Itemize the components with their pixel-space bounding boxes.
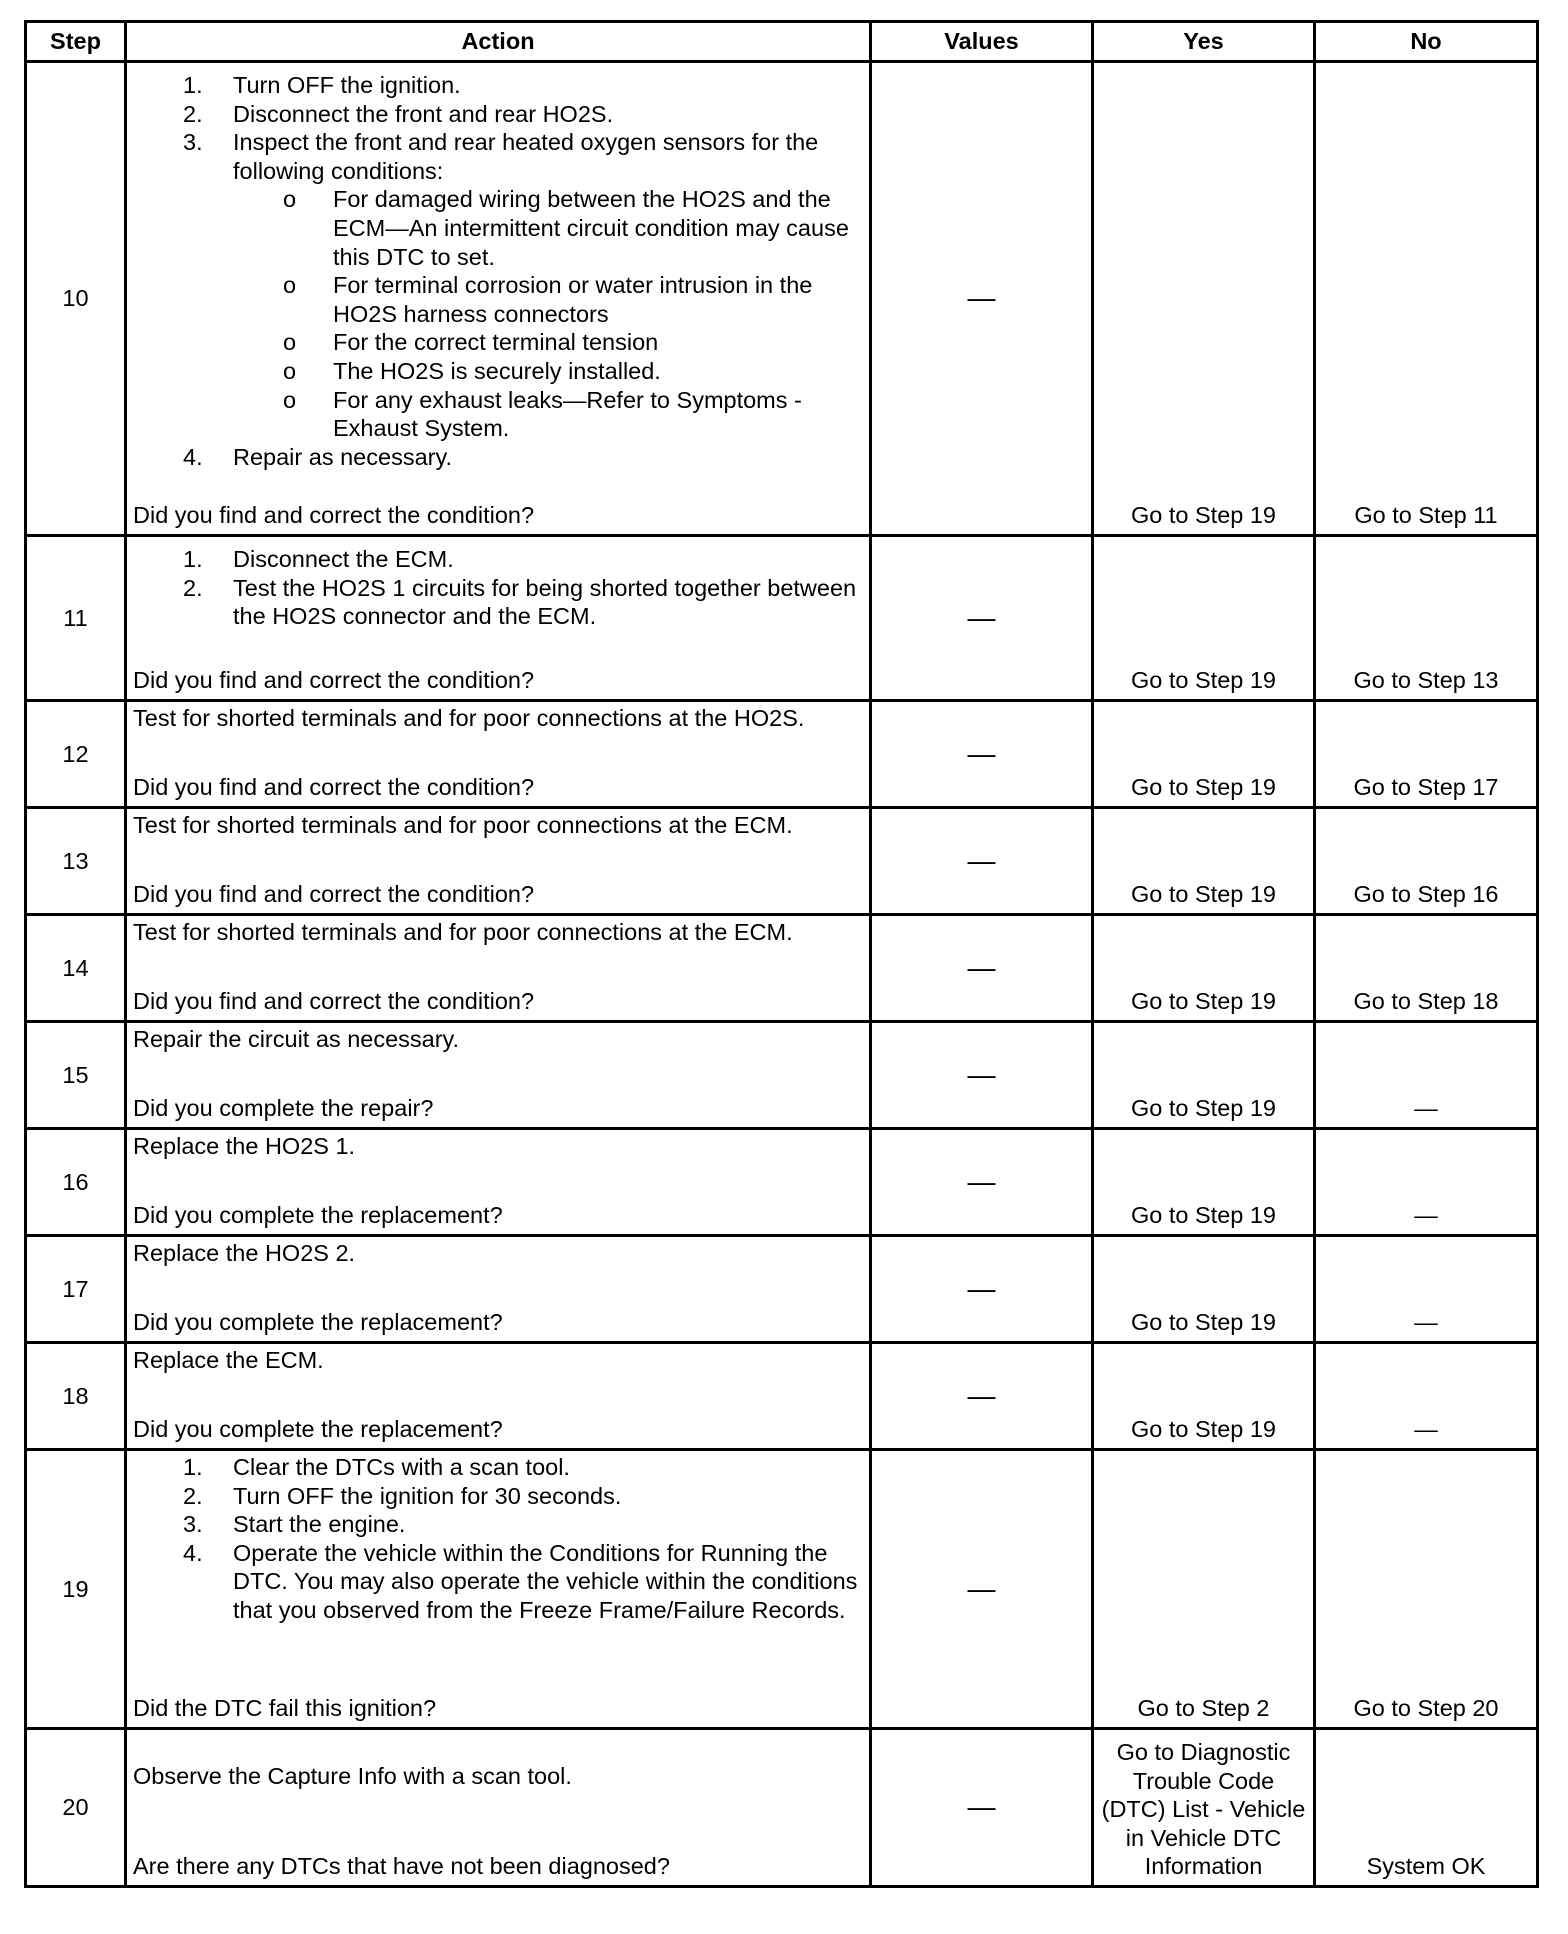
table-row bbox=[26, 1343, 1538, 1450]
table-row bbox=[26, 1729, 1538, 1887]
instruction-text: Turn OFF the ignition. bbox=[233, 72, 461, 98]
header-action: Action bbox=[126, 22, 871, 62]
instruction-item bbox=[183, 443, 863, 472]
table-row bbox=[26, 1129, 1538, 1236]
instruction-text: Inspect the front and rear heated oxygen sensors for the following conditions: bbox=[233, 129, 819, 184]
values-cell: — bbox=[871, 1729, 1093, 1887]
instruction-item bbox=[183, 100, 863, 129]
values-cell: — bbox=[871, 1450, 1093, 1729]
action-content bbox=[133, 1732, 863, 1881]
action-instructions bbox=[133, 1453, 863, 1625]
action-question: Did you complete the replacement? bbox=[133, 1309, 503, 1336]
yes-cell: Go to Step 19 bbox=[1093, 1236, 1315, 1343]
table-row bbox=[26, 701, 1538, 808]
action-text: Replace the HO2S 1. bbox=[133, 1133, 356, 1159]
step-number: 14 bbox=[26, 915, 126, 1022]
condition-text: The HO2S is securely installed. bbox=[333, 357, 661, 384]
table-row bbox=[26, 1236, 1538, 1343]
bullet-icon: o bbox=[283, 329, 297, 356]
values-cell: — bbox=[871, 1022, 1093, 1129]
yes-cell: Go to Step 19 bbox=[1093, 1129, 1315, 1236]
step-number: 13 bbox=[26, 808, 126, 915]
instruction-number: 1. bbox=[183, 1454, 203, 1480]
instruction-text: Start the engine. bbox=[233, 1511, 406, 1538]
action-instructions bbox=[133, 811, 863, 840]
action-instructions bbox=[133, 1132, 863, 1161]
action-text: Test for shorted terminals and for poor connections at the ECM. bbox=[133, 919, 793, 945]
action-cell bbox=[126, 1343, 871, 1450]
instruction-text: Operate the vehicle within the Conditions for Running the DTC. You may also operate the vehicle within the conditions that you observed from the Freeze Frame/Failure Records. bbox=[233, 1539, 858, 1623]
action-content bbox=[133, 65, 863, 530]
values-cell: — bbox=[871, 701, 1093, 808]
instruction-text: Repair as necessary. bbox=[233, 443, 452, 470]
condition-text: For the correct terminal tension bbox=[333, 329, 659, 356]
action-instructions bbox=[133, 1732, 863, 1791]
instruction-item bbox=[183, 128, 863, 443]
header-no: No bbox=[1315, 22, 1538, 62]
no-cell: Go to Step 20 bbox=[1315, 1450, 1538, 1729]
table-row bbox=[26, 536, 1538, 701]
yes-cell: Go to Step 19 bbox=[1093, 1022, 1315, 1129]
action-cell bbox=[126, 1022, 871, 1129]
condition-item bbox=[283, 328, 863, 357]
action-instructions bbox=[133, 539, 863, 631]
step-number: 18 bbox=[26, 1343, 126, 1450]
instruction-number: 2. bbox=[183, 100, 203, 127]
action-text: Test for shorted terminals and for poor connections at the HO2S. bbox=[133, 705, 805, 731]
action-content bbox=[133, 539, 863, 695]
action-text: Test for shorted terminals and for poor connections at the ECM. bbox=[133, 812, 793, 838]
action-text: Replace the ECM. bbox=[133, 1347, 324, 1373]
action-question: Did you find and correct the condition? bbox=[133, 881, 535, 908]
action-question: Are there any DTCs that have not been diagnosed? bbox=[133, 1853, 670, 1880]
instruction-text: Test the HO2S 1 circuits for being shorted together between the HO2S connector and the ECM. bbox=[233, 574, 857, 630]
no-cell: Go to Step 11 bbox=[1315, 62, 1538, 536]
header-row bbox=[26, 22, 1538, 62]
instruction-item bbox=[183, 545, 863, 574]
action-cell bbox=[126, 915, 871, 1022]
action-content bbox=[133, 1025, 863, 1123]
table-row bbox=[26, 62, 1538, 536]
instruction-number: 3. bbox=[183, 129, 203, 156]
action-content bbox=[133, 918, 863, 1016]
action-content bbox=[133, 1132, 863, 1230]
step-number: 11 bbox=[26, 536, 126, 701]
yes-cell: Go to Step 19 bbox=[1093, 62, 1315, 536]
no-cell: System OK bbox=[1315, 1729, 1538, 1887]
instruction-text: Disconnect the front and rear HO2S. bbox=[233, 100, 614, 127]
instruction-number: 1. bbox=[183, 546, 203, 572]
instruction-item bbox=[183, 1539, 863, 1625]
action-instructions bbox=[133, 1346, 863, 1375]
instruction-number: 2. bbox=[183, 574, 203, 601]
action-cell bbox=[126, 1450, 871, 1729]
instruction-number: 1. bbox=[183, 72, 203, 98]
values-cell: — bbox=[871, 808, 1093, 915]
header-values: Values bbox=[871, 22, 1093, 62]
condition-text: For damaged wiring between the HO2S and the ECM—An intermittent circuit condition may cause this DTC to set. bbox=[333, 186, 849, 270]
action-question: Did you complete the replacement? bbox=[133, 1416, 503, 1443]
diagnostic-table-container bbox=[24, 20, 1536, 1888]
values-cell: — bbox=[871, 62, 1093, 536]
table-row bbox=[26, 1450, 1538, 1729]
diagnostic-table bbox=[24, 20, 1539, 1888]
step-number: 19 bbox=[26, 1450, 126, 1729]
instruction-item bbox=[183, 1510, 863, 1539]
yes-cell: Go to Step 2 bbox=[1093, 1450, 1315, 1729]
step-number: 17 bbox=[26, 1236, 126, 1343]
condition-text: For terminal corrosion or water intrusion in the HO2S harness connectors bbox=[333, 272, 813, 327]
action-content bbox=[133, 1239, 863, 1337]
condition-list bbox=[233, 185, 863, 442]
instruction-number: 4. bbox=[183, 1539, 203, 1566]
action-cell bbox=[126, 1729, 871, 1887]
instruction-list bbox=[133, 1453, 863, 1625]
instruction-item bbox=[183, 71, 863, 100]
condition-text: For any exhaust leaks—Refer to Symptoms - Exhaust System. bbox=[333, 386, 802, 442]
action-question: Did you find and correct the condition? bbox=[133, 774, 535, 801]
header-yes: Yes bbox=[1093, 22, 1315, 62]
values-cell: — bbox=[871, 1129, 1093, 1236]
action-text: Repair the circuit as necessary. bbox=[133, 1026, 460, 1052]
action-cell bbox=[126, 1129, 871, 1236]
instruction-item bbox=[183, 574, 863, 631]
instruction-item bbox=[183, 1453, 863, 1482]
yes-cell: Go to Step 19 bbox=[1093, 1343, 1315, 1450]
instruction-number: 2. bbox=[183, 1482, 203, 1509]
action-content bbox=[133, 1346, 863, 1444]
action-cell bbox=[126, 808, 871, 915]
table-row bbox=[26, 1022, 1538, 1129]
action-content bbox=[133, 1453, 863, 1723]
instruction-list bbox=[133, 545, 863, 631]
action-instructions bbox=[133, 918, 863, 947]
instruction-number: 3. bbox=[183, 1511, 203, 1538]
instruction-text: Turn OFF the ignition for 30 seconds. bbox=[233, 1482, 622, 1509]
yes-cell: Go to Step 19 bbox=[1093, 915, 1315, 1022]
condition-item bbox=[283, 271, 863, 328]
action-question: Did you complete the repair? bbox=[133, 1095, 434, 1122]
action-cell bbox=[126, 1236, 871, 1343]
bullet-icon: o bbox=[283, 386, 297, 413]
step-number: 16 bbox=[26, 1129, 126, 1236]
action-content bbox=[133, 811, 863, 909]
yes-cell: Go to Step 19 bbox=[1093, 701, 1315, 808]
bullet-icon: o bbox=[283, 357, 297, 384]
no-cell: — bbox=[1315, 1236, 1538, 1343]
no-cell: — bbox=[1315, 1343, 1538, 1450]
bullet-icon: o bbox=[283, 272, 297, 299]
no-cell: Go to Step 17 bbox=[1315, 701, 1538, 808]
values-cell: — bbox=[871, 915, 1093, 1022]
condition-item bbox=[283, 185, 863, 271]
yes-cell: Go to Step 19 bbox=[1093, 536, 1315, 701]
action-cell bbox=[126, 701, 871, 808]
action-text: Replace the HO2S 2. bbox=[133, 1240, 356, 1266]
instruction-number: 4. bbox=[183, 443, 203, 470]
step-number: 15 bbox=[26, 1022, 126, 1129]
table-body bbox=[26, 62, 1538, 1887]
action-instructions bbox=[133, 704, 863, 733]
instruction-text: Clear the DTCs with a scan tool. bbox=[233, 1454, 570, 1480]
table-row bbox=[26, 915, 1538, 1022]
action-question: Did you complete the replacement? bbox=[133, 1202, 503, 1229]
action-question: Did the DTC fail this ignition? bbox=[133, 1695, 437, 1722]
step-number: 20 bbox=[26, 1729, 126, 1887]
step-number: 12 bbox=[26, 701, 126, 808]
action-question: Did you find and correct the condition? bbox=[133, 988, 535, 1015]
bullet-icon: o bbox=[283, 186, 297, 213]
condition-item bbox=[283, 386, 863, 443]
yes-cell: Go to Diagnostic Trouble Code (DTC) List - Vehicle in Vehicle DTC Information bbox=[1093, 1729, 1315, 1887]
action-instructions bbox=[133, 1239, 863, 1268]
no-cell: — bbox=[1315, 1022, 1538, 1129]
action-question: Did you find and correct the condition? bbox=[133, 502, 535, 529]
header-step: Step bbox=[26, 22, 126, 62]
no-cell: — bbox=[1315, 1129, 1538, 1236]
instruction-item bbox=[183, 1482, 863, 1511]
instruction-text: Disconnect the ECM. bbox=[233, 546, 454, 572]
values-cell: — bbox=[871, 1343, 1093, 1450]
action-content bbox=[133, 704, 863, 802]
no-cell: Go to Step 16 bbox=[1315, 808, 1538, 915]
action-instructions bbox=[133, 1025, 863, 1054]
action-cell bbox=[126, 536, 871, 701]
values-cell: — bbox=[871, 536, 1093, 701]
step-number: 10 bbox=[26, 62, 126, 536]
action-instructions bbox=[133, 65, 863, 471]
instruction-list bbox=[133, 71, 863, 471]
action-text: Observe the Capture Info with a scan tool. bbox=[133, 1763, 572, 1789]
table-row bbox=[26, 808, 1538, 915]
no-cell: Go to Step 18 bbox=[1315, 915, 1538, 1022]
no-cell: Go to Step 13 bbox=[1315, 536, 1538, 701]
condition-item bbox=[283, 357, 863, 386]
action-question: Did you find and correct the condition? bbox=[133, 667, 535, 694]
yes-cell: Go to Step 19 bbox=[1093, 808, 1315, 915]
action-cell bbox=[126, 62, 871, 536]
values-cell: — bbox=[871, 1236, 1093, 1343]
